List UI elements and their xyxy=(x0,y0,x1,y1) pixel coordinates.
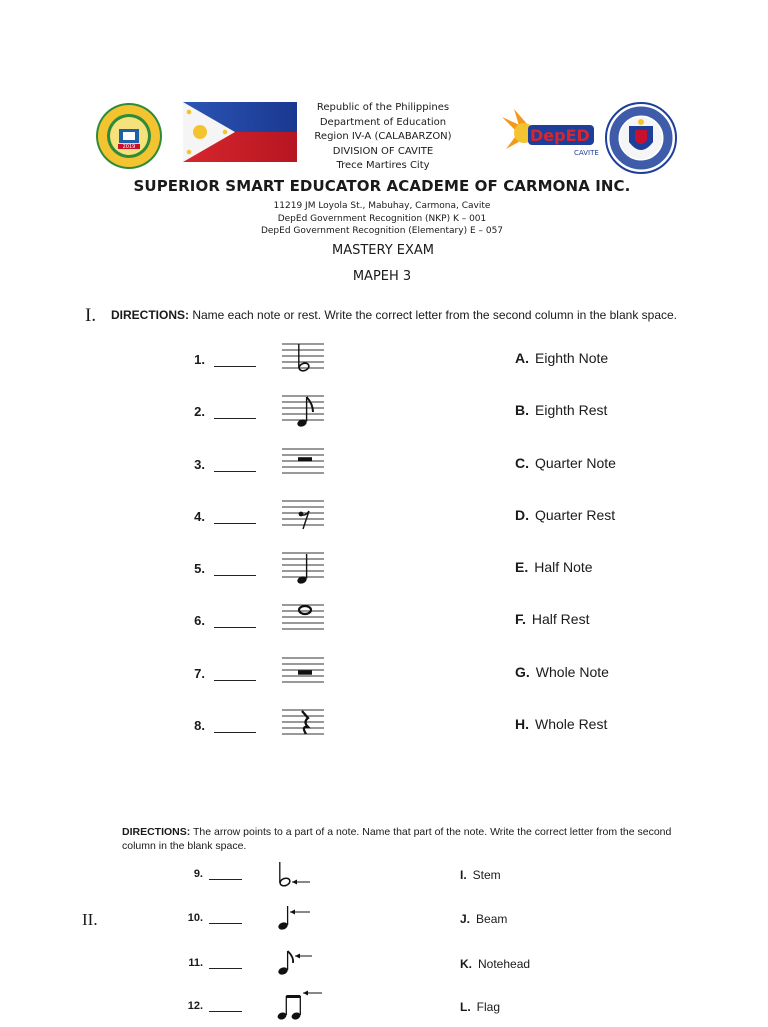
republic-header xyxy=(0,101,767,174)
option-text: Half Rest xyxy=(531,611,590,627)
part-two-directions xyxy=(122,825,671,853)
whole-note-icon xyxy=(282,603,324,637)
answer-blank[interactable] xyxy=(214,615,256,628)
answer-blank[interactable] xyxy=(214,668,256,681)
header-line: Republic of the Philippines xyxy=(316,102,450,113)
option-letter: B. xyxy=(515,402,529,418)
answer-blank[interactable] xyxy=(209,869,242,880)
eighth-note-flag-arrow-icon xyxy=(276,951,326,979)
option-text: Stem xyxy=(472,868,501,882)
answer-option xyxy=(515,350,608,366)
seal-year-text: 2019 xyxy=(122,144,136,150)
school-address xyxy=(0,200,766,238)
part-one-directions xyxy=(111,308,677,322)
option-text: Notehead xyxy=(478,957,531,971)
option-letter: D. xyxy=(515,507,529,523)
directions-text-continued: column in the blank space. xyxy=(122,840,247,852)
option-letter: G. xyxy=(515,664,530,680)
question-number: 1. xyxy=(194,352,205,367)
question-number: 11. xyxy=(188,957,203,969)
half-note-icon xyxy=(282,342,324,376)
option-text: Whole Note xyxy=(535,664,609,680)
option-text: Eighth Note xyxy=(535,350,609,366)
question-number: 2. xyxy=(194,404,205,419)
answer-option xyxy=(515,716,607,732)
eighth-rest-icon xyxy=(282,499,324,533)
question-number: 12. xyxy=(187,1000,203,1012)
whole-rest-icon xyxy=(282,447,324,481)
beamed-notes-beam-arrow-icon xyxy=(276,994,326,1022)
quarter-note-icon xyxy=(282,551,324,585)
directions-label: DIRECTIONS: xyxy=(111,308,189,322)
option-letter: F. xyxy=(515,611,526,627)
answer-option xyxy=(515,507,615,523)
directions-text: Name each note or rest. Write the correct letter from the second column in the blank space. xyxy=(189,308,678,322)
option-letter: J. xyxy=(460,912,471,926)
answer-option xyxy=(515,559,593,575)
half-note-notehead-arrow-icon xyxy=(276,862,326,890)
question-number: 5. xyxy=(194,561,205,576)
option-letter: A. xyxy=(515,350,529,366)
header-line: Department of Education xyxy=(319,116,447,128)
answer-blank[interactable] xyxy=(214,406,256,419)
question-number: 4. xyxy=(194,509,205,524)
option-letter: C. xyxy=(515,455,529,471)
part-two-numeral: II. xyxy=(82,910,98,929)
answer-option xyxy=(460,868,501,882)
header-line: DIVISION OF CAVITE xyxy=(332,145,434,157)
directions-text: The arrow points to a part of a note. Name that part of the note. Write the correct letter from the second xyxy=(190,826,672,838)
question-number: 3. xyxy=(194,457,205,472)
question-number: 9. xyxy=(193,868,203,880)
deped-logo-subtext: CAVITE xyxy=(574,149,599,157)
part-one-numeral: I. xyxy=(85,305,97,326)
answer-blank[interactable] xyxy=(214,720,256,733)
option-text: Eighth Rest xyxy=(535,402,608,418)
option-text: Quarter Rest xyxy=(535,507,616,523)
question-number: 8. xyxy=(194,718,205,733)
option-letter: L. xyxy=(460,1000,471,1014)
directions-label: DIRECTIONS: xyxy=(122,826,191,838)
deped-logo-text: DepED xyxy=(530,126,590,145)
half-rest-icon xyxy=(282,656,324,690)
quarter-rest-icon xyxy=(282,708,324,742)
question-number: 6. xyxy=(194,613,205,628)
answer-blank[interactable] xyxy=(209,958,242,969)
option-text: Beam xyxy=(476,912,508,926)
subject-title: MAPEH 3 xyxy=(352,269,412,284)
answer-blank[interactable] xyxy=(209,1001,242,1012)
option-letter: I. xyxy=(460,868,467,882)
option-text: Flag xyxy=(476,1000,501,1014)
option-letter: K. xyxy=(460,957,472,971)
exam-title: MASTERY EXAM xyxy=(331,243,435,258)
answer-option xyxy=(515,611,589,627)
quarter-note-stem-arrow-icon xyxy=(276,906,326,934)
answer-blank[interactable] xyxy=(209,913,242,924)
address-line: DepEd Government Recognition (Elementary) E – 057 xyxy=(260,226,504,236)
header-line: Trece Martires City xyxy=(336,160,430,171)
option-text: Half Note xyxy=(534,559,593,575)
question-number: 10. xyxy=(187,912,203,924)
address-line: DepEd Government Recognition (NKP) K – 001 xyxy=(277,213,487,224)
option-text: Whole Rest xyxy=(535,716,608,732)
answer-option xyxy=(515,402,607,418)
header-line: Region IV-A (CALABARZON) xyxy=(314,131,452,142)
answer-option xyxy=(515,664,609,680)
answer-blank[interactable] xyxy=(214,563,256,576)
answer-option xyxy=(515,455,616,471)
option-letter: H. xyxy=(515,716,529,732)
eighth-note-icon xyxy=(282,394,324,428)
answer-blank[interactable] xyxy=(214,511,256,524)
question-number: 7. xyxy=(194,666,205,681)
option-text: Quarter Note xyxy=(535,455,616,471)
answer-option xyxy=(460,1000,500,1014)
answer-option xyxy=(460,957,530,971)
address-line: 11219 JM Loyola St., Mabuhay, Carmona, Cavite xyxy=(273,201,491,211)
answer-blank[interactable] xyxy=(214,354,256,367)
option-letter: E. xyxy=(515,559,529,575)
answer-blank[interactable] xyxy=(214,459,256,472)
school-name: SUPERIOR SMART EDUCATOR ACADEME OF CARMONA INC. xyxy=(133,177,631,195)
answer-option xyxy=(460,912,507,926)
